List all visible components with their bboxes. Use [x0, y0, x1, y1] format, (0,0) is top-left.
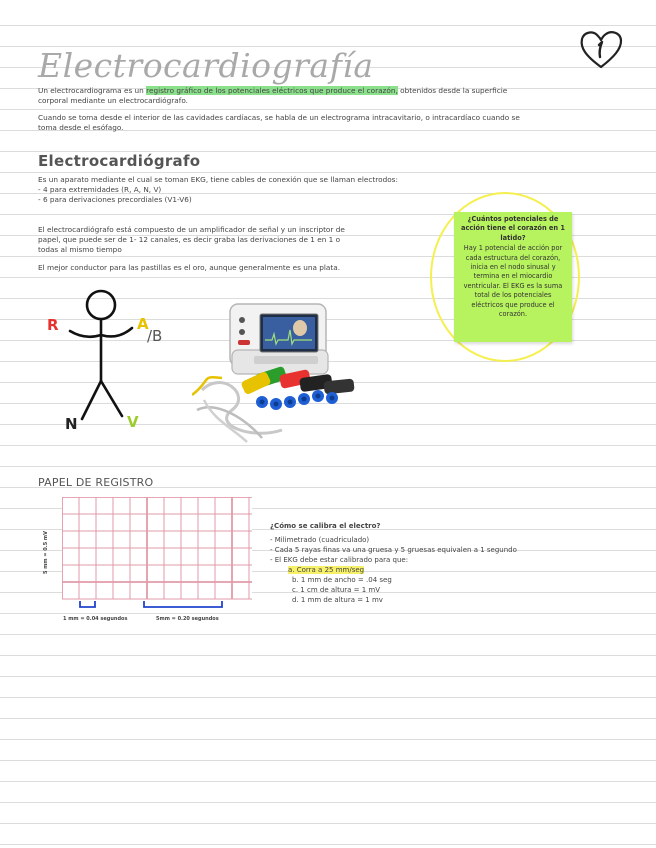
- section1-line-1: Es un aparato mediante el cual se toman EKG, tiene cables de conexión que se llaman electrodos:: [38, 175, 398, 184]
- calibration-item-2: - Cada 5 rayas finas va una gruesa y 5 gruesas equivalen a 1 segundo: [270, 546, 517, 554]
- calibration-question: ¿Cómo se calibra el electro?: [270, 522, 381, 530]
- electrode-label-n: N: [65, 415, 78, 433]
- intro-p2-line-1: Cuando se toma desde el interior de las cavidades cardíacas, se habla de un electrograma intracavitario, o intracardíaco cuando se: [38, 113, 520, 122]
- stick-figure-drawing: [40, 285, 175, 435]
- section1-para1-line-2: papel, que puede ser de 1- 12 canales, es decir graba las derivaciones de 1 en 1 o: [38, 235, 341, 244]
- section-heading-electrocardiografo: Electrocardiógrafo: [38, 152, 201, 170]
- electrode-label-v: V: [127, 413, 139, 431]
- intro-p2-line-2: toma desde el esófago.: [38, 123, 124, 132]
- electrode-label-r: R: [47, 316, 59, 334]
- grid-label-vertical: 5 mm = 0.5 mV: [43, 531, 49, 574]
- electrode-stick-figure: [40, 285, 175, 435]
- ecg-paper-grid: [62, 497, 252, 609]
- heart-icon: [578, 28, 624, 70]
- note-answer: Hay 1 potencial de acción por cada estructura del corazón, inicia en el nodo sinusal y termina en el miocardio ventricular. El EKG es la suma total de los potenciales eléctricos que produce el corazón.: [463, 244, 563, 319]
- intro-text: Un electrocardiograma es un: [38, 86, 147, 95]
- section-heading-papel-registro: PAPEL DE REGISTRO: [38, 476, 154, 489]
- grid-label-big-square: 5mm = 0.20 segundos: [156, 616, 219, 622]
- sticky-note: [454, 212, 572, 342]
- grid-label-small-square: 1 mm = 0.04 segundos: [63, 616, 128, 622]
- electrode-label-a: A: [137, 315, 149, 333]
- electrode-label-b: /B: [147, 327, 163, 345]
- calibration-sub-d: d. 1 mm de altura = 1 mv: [292, 596, 383, 604]
- intro-line-1: [38, 86, 507, 96]
- intro-text-end: obtenidos desde la superficie: [397, 86, 508, 95]
- ecg-grid-drawing: [62, 497, 252, 609]
- intro-line-2: corporal mediante un electrocardiógrafo.: [38, 96, 188, 105]
- ecg-machine-icon: [192, 300, 360, 445]
- calibration-sub-a: [288, 565, 364, 575]
- section1-line-3: - 6 para derivaciones precordiales (V1-V6): [38, 195, 192, 204]
- heart-page-badge: [578, 28, 624, 70]
- intro-highlight: registro gráfico de los potenciales eléctricos que produce el corazón,: [146, 86, 398, 95]
- section1-para1-line-1: El electrocardiógrafo está compuesto de un amplificador de señal y un inscriptor de: [38, 225, 345, 234]
- section1-para2: El mejor conductor para las pastillas es el oro, aunque generalmente es una plata.: [38, 263, 341, 272]
- calibration-item-3: - El EKG debe estar calibrado para que:: [270, 556, 409, 564]
- section1-line-2: - 4 para extremidades (R, A, N, V): [38, 185, 162, 194]
- calibration-item-1: - Milimetrado (cuadriculado): [270, 536, 370, 544]
- page-title: Electrocardiografía: [38, 46, 374, 85]
- section1-para1-line-3: todas al mismo tiempo: [38, 245, 122, 254]
- calibration-sub-b: b. 1 mm de ancho = .04 seg: [292, 576, 392, 584]
- calibration-sub-c: c. 1 cm de altura = 1 mV: [292, 586, 381, 594]
- note-question: ¿Cuántos potenciales de acción tiene el corazón en 1 latido?: [461, 215, 565, 242]
- calibration-sub-a-highlight: a. Corra a 25 mm/seg: [288, 566, 365, 574]
- ecg-device-image: [192, 300, 360, 445]
